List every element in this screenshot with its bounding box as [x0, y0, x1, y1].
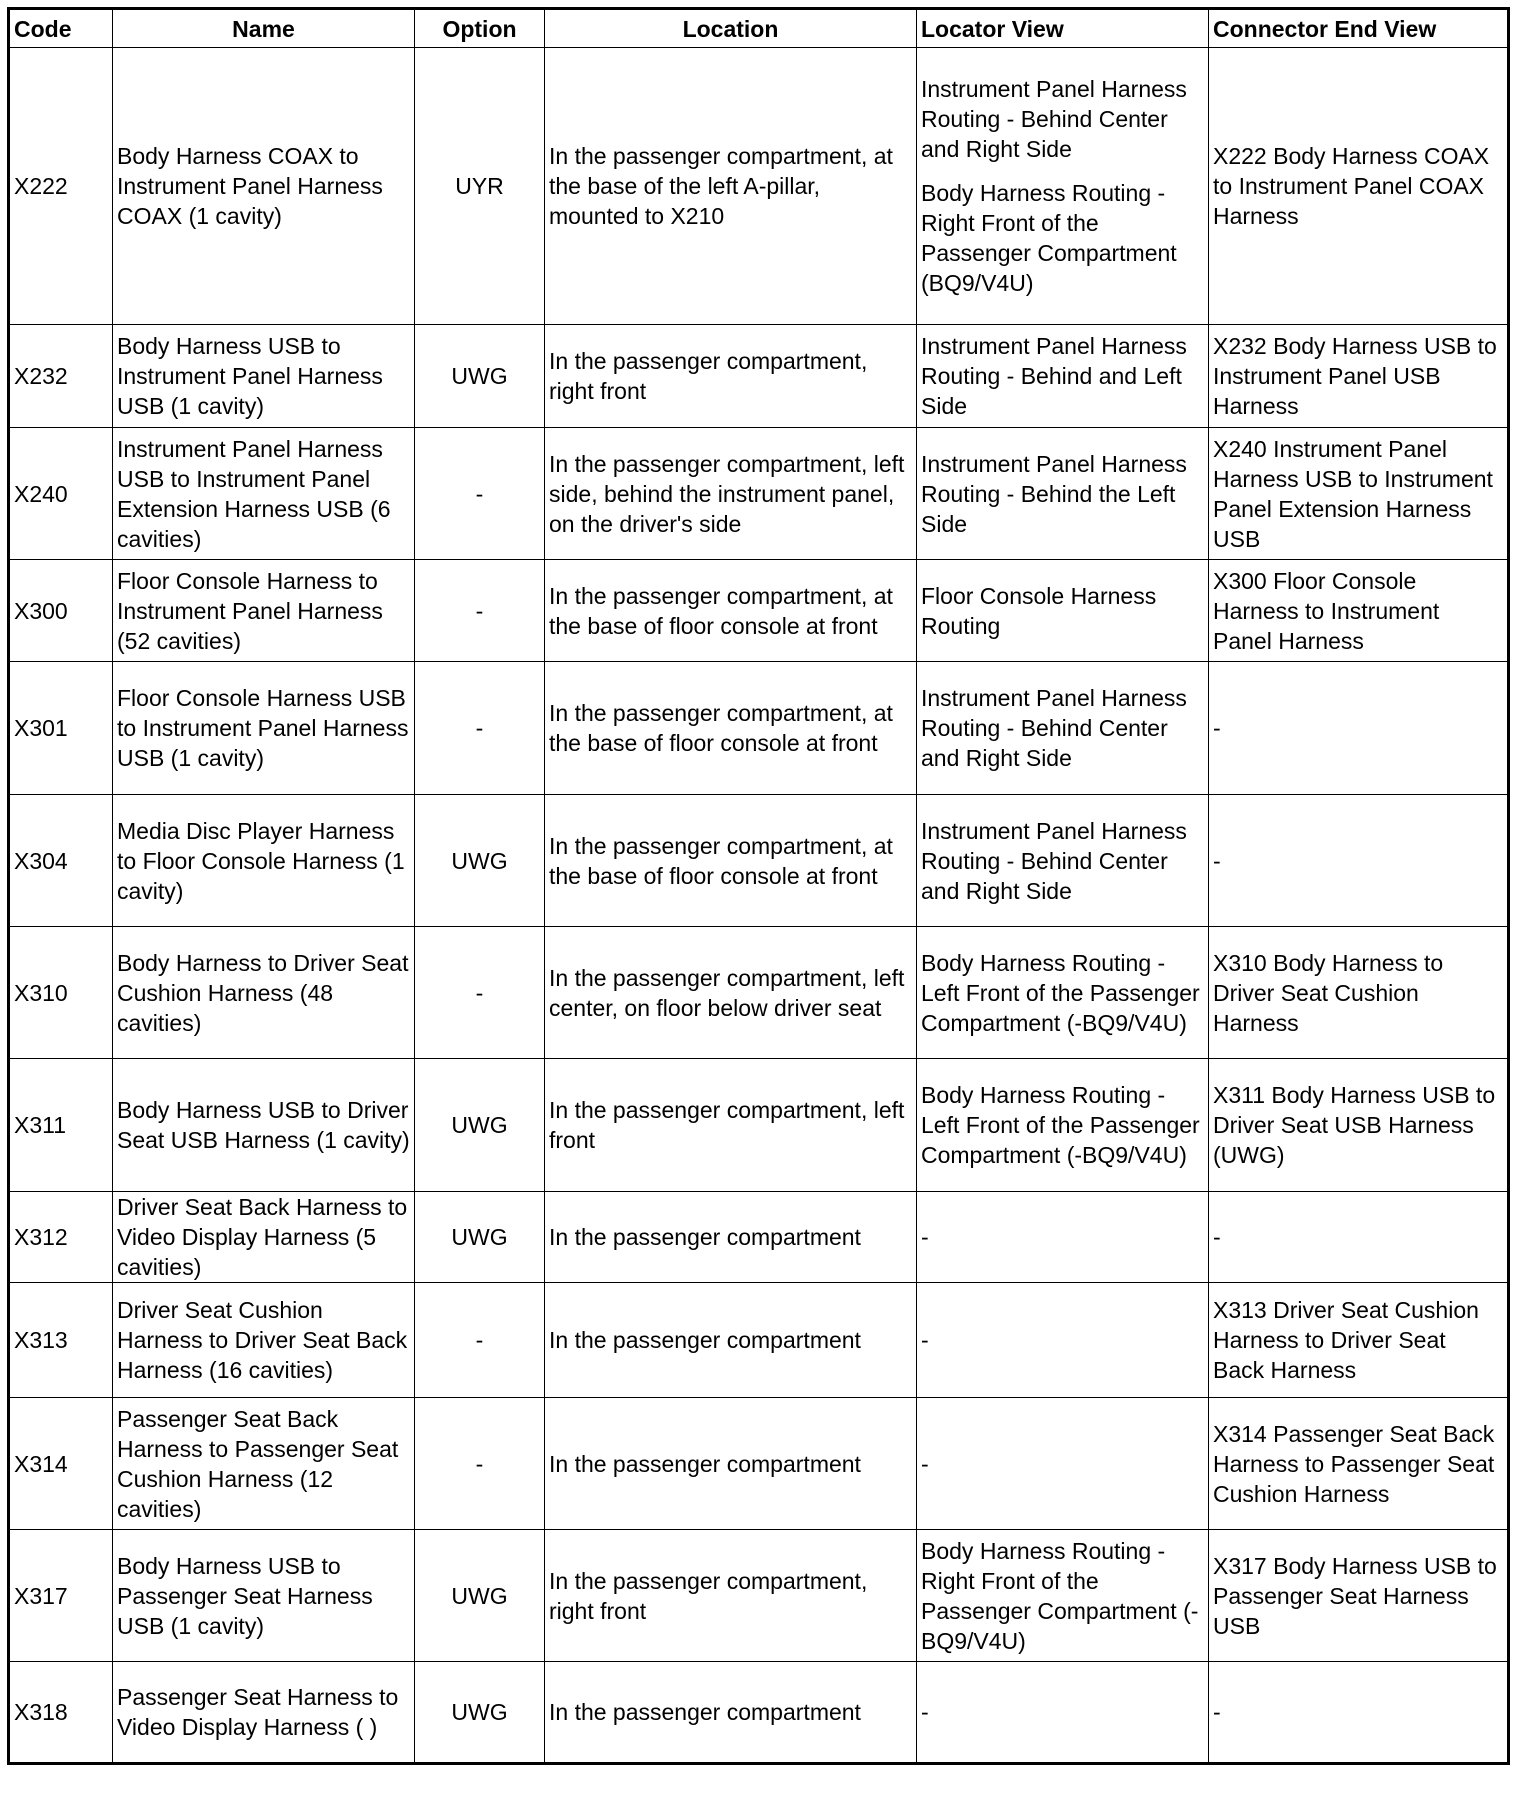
name-cell: Media Disc Player Harness to Floor Console Harness (1 cavity) [113, 795, 415, 927]
locator-view-entry: Body Harness Routing - Left Front of the Passenger Compartment (-BQ9/V4U) [921, 1082, 1200, 1168]
locator-view-cell [917, 560, 1209, 662]
locator-view-cell [917, 1059, 1209, 1192]
table-row [9, 428, 1509, 560]
location-cell: In the passenger compartment [545, 1192, 917, 1283]
location-cell: In the passenger compartment [545, 1662, 917, 1764]
name-cell: Floor Console Harness USB to Instrument Panel Harness USB (1 cavity) [113, 662, 415, 795]
code-cell: X317 [9, 1530, 113, 1662]
code-cell: X300 [9, 560, 113, 662]
locator-view-cell [917, 795, 1209, 927]
table-row [9, 795, 1509, 927]
connector-end-view-cell: - [1209, 1192, 1509, 1283]
option-cell: UWG [415, 1530, 545, 1662]
table-row [9, 1530, 1509, 1662]
locator-view-entry: Instrument Panel Harness Routing - Behind Center and Right Side [921, 685, 1187, 771]
locator-view-cell [917, 1662, 1209, 1764]
table-row [9, 560, 1509, 662]
location-cell: In the passenger compartment, right front [545, 1530, 917, 1662]
location-cell: In the passenger compartment, at the base of the left A-pillar, mounted to X210 [545, 48, 917, 325]
code-cell: X311 [9, 1059, 113, 1192]
table-row [9, 325, 1509, 428]
option-cell: - [415, 1283, 545, 1398]
option-cell: - [415, 428, 545, 560]
option-cell: UWG [415, 325, 545, 428]
location-cell: In the passenger compartment [545, 1398, 917, 1530]
table-row [9, 1192, 1509, 1283]
location-cell: In the passenger compartment [545, 1283, 917, 1398]
table-row [9, 1398, 1509, 1530]
option-cell: UWG [415, 795, 545, 927]
header-locator-view: Locator View [917, 9, 1209, 48]
locator-view-entry: Body Harness Routing - Right Front of the Passenger Compartment (BQ9/V4U) [921, 180, 1177, 296]
connector-end-view-cell: X310 Body Harness to Driver Seat Cushion Harness [1209, 927, 1509, 1059]
locator-view-entry: Instrument Panel Harness Routing - Behind Center and Right Side [921, 817, 1187, 904]
location-cell: In the passenger compartment, left front [545, 1059, 917, 1192]
location-cell: In the passenger compartment, at the base of floor console at front [545, 560, 917, 662]
connector-end-view-cell: X240 Instrument Panel Harness USB to Instrument Panel Extension Harness USB [1209, 428, 1509, 560]
code-cell: X312 [9, 1192, 113, 1283]
connector-end-view-cell: X222 Body Harness COAX to Instrument Panel COAX Harness [1209, 48, 1509, 325]
table-row [9, 1283, 1509, 1398]
locator-view-entry: Instrument Panel Harness Routing - Behind the Left Side [921, 450, 1187, 537]
code-cell: X310 [9, 927, 113, 1059]
code-cell: X304 [9, 795, 113, 927]
connector-end-view-cell: X300 Floor Console Harness to Instrument Panel Harness [1209, 560, 1509, 662]
location-cell: In the passenger compartment, left side, behind the instrument panel, on the driver's side [545, 428, 917, 560]
name-cell: Instrument Panel Harness USB to Instrument Panel Extension Harness USB (6 cavities) [113, 428, 415, 560]
locator-view-cell [917, 1283, 1209, 1398]
name-cell: Body Harness COAX to Instrument Panel Harness COAX (1 cavity) [113, 48, 415, 325]
option-cell: UWG [415, 1059, 545, 1192]
table-row [9, 1662, 1509, 1764]
locator-view-cell [917, 428, 1209, 560]
header-row [9, 9, 1509, 48]
location-cell: In the passenger compartment, left center, on floor below driver seat [545, 927, 917, 1059]
code-cell: X301 [9, 662, 113, 795]
name-cell: Body Harness USB to Passenger Seat Harness USB (1 cavity) [113, 1530, 415, 1662]
locator-view-entry: Instrument Panel Harness Routing - Behind Center and Right Side [921, 76, 1187, 162]
header-name: Name [113, 9, 415, 48]
locator-view-cell [917, 325, 1209, 428]
header-connector-end-view: Connector End View [1209, 9, 1509, 48]
locator-view-cell [917, 48, 1209, 325]
code-cell: X313 [9, 1283, 113, 1398]
option-cell: UWG [415, 1192, 545, 1283]
header-code: Code [9, 9, 113, 48]
header-option: Option [415, 9, 545, 48]
connector-end-view-cell: X232 Body Harness USB to Instrument Panel USB Harness [1209, 325, 1509, 428]
connector-end-view-cell: X317 Body Harness USB to Passenger Seat Harness USB [1209, 1530, 1509, 1662]
name-cell: Body Harness to Driver Seat Cushion Harness (48 cavities) [113, 927, 415, 1059]
name-cell: Floor Console Harness to Instrument Panel Harness (52 cavities) [113, 560, 415, 662]
locator-view-entry: Floor Console Harness Routing [921, 582, 1157, 639]
connector-table [7, 7, 1510, 1765]
code-cell: X232 [9, 325, 113, 428]
locator-view-entry: Instrument Panel Harness Routing - Behind and Left Side [921, 333, 1187, 419]
locator-view-cell [917, 1192, 1209, 1283]
locator-view-cell [917, 1398, 1209, 1530]
option-cell: UWG [415, 1662, 545, 1764]
connector-end-view-cell: X314 Passenger Seat Back Harness to Passenger Seat Cushion Harness [1209, 1398, 1509, 1530]
option-cell: - [415, 662, 545, 795]
locator-view-entry: - [921, 1224, 929, 1250]
option-cell: UYR [415, 48, 545, 325]
locator-view-entry: - [921, 1699, 929, 1725]
table-row [9, 927, 1509, 1059]
locator-view-entry: Body Harness Routing - Left Front of the Passenger Compartment (-BQ9/V4U) [921, 949, 1200, 1036]
table-row [9, 48, 1509, 325]
connector-end-view-cell: X313 Driver Seat Cushion Harness to Driver Seat Back Harness [1209, 1283, 1509, 1398]
location-cell: In the passenger compartment, at the base of floor console at front [545, 662, 917, 795]
code-cell: X222 [9, 48, 113, 325]
locator-view-entry: Body Harness Routing - Right Front of the Passenger Compartment (-BQ9/V4U) [921, 1537, 1199, 1654]
locator-view-cell [917, 662, 1209, 795]
name-cell: Driver Seat Back Harness to Video Display Harness (5 cavities) [113, 1192, 415, 1283]
connector-end-view-cell: - [1209, 1662, 1509, 1764]
option-cell: - [415, 927, 545, 1059]
option-cell: - [415, 560, 545, 662]
code-cell: X318 [9, 1662, 113, 1764]
connector-end-view-cell: - [1209, 662, 1509, 795]
name-cell: Passenger Seat Back Harness to Passenger Seat Cushion Harness (12 cavities) [113, 1398, 415, 1530]
connector-end-view-cell: - [1209, 795, 1509, 927]
connector-end-view-cell: X311 Body Harness USB to Driver Seat USB Harness (UWG) [1209, 1059, 1509, 1192]
option-cell: - [415, 1398, 545, 1530]
name-cell: Body Harness USB to Instrument Panel Harness USB (1 cavity) [113, 325, 415, 428]
locator-view-entry: - [921, 1327, 929, 1353]
locator-view-cell [917, 927, 1209, 1059]
code-cell: X314 [9, 1398, 113, 1530]
name-cell: Passenger Seat Harness to Video Display Harness ( ) [113, 1662, 415, 1764]
table-row [9, 662, 1509, 795]
name-cell: Driver Seat Cushion Harness to Driver Seat Back Harness (16 cavities) [113, 1283, 415, 1398]
locator-view-entry: - [921, 1450, 929, 1477]
locator-view-cell [917, 1530, 1209, 1662]
header-location: Location [545, 9, 917, 48]
location-cell: In the passenger compartment, at the base of floor console at front [545, 795, 917, 927]
table-row [9, 1059, 1509, 1192]
name-cell: Body Harness USB to Driver Seat USB Harness (1 cavity) [113, 1059, 415, 1192]
code-cell: X240 [9, 428, 113, 560]
location-cell: In the passenger compartment, right front [545, 325, 917, 428]
